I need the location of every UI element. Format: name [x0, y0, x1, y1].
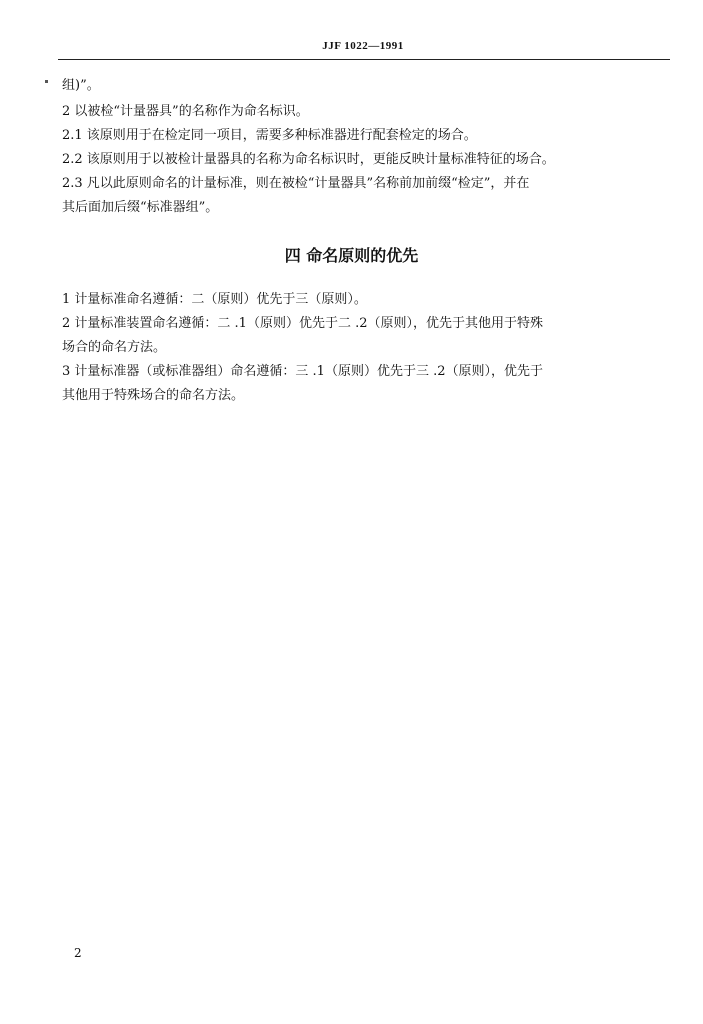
paragraph-line: 2.1 该原则用于在检定同一项目，需要多种标准器进行配套检定的场合。 [62, 128, 477, 143]
paragraph-line: 其他用于特殊场合的命名方法。 [62, 388, 245, 403]
running-header: JJF 1022—1991 [322, 40, 404, 52]
paragraph-line: 其后面加后缀“标准器组”。 [62, 200, 219, 215]
paragraph-line: 2.3 凡以此原则命名的计量标准，则在被检“计量器具”名称前加前缀“检定”，并在 [62, 176, 530, 191]
paragraph-line: 2 计量标准装置命名遵循：二 .1（原则）优先于二 .2（原则），优先于其他用于特殊 [62, 316, 543, 331]
paragraph-line: 2 以被检“计量器具”的名称作为命名标识。 [62, 104, 309, 119]
paragraph-line: 场合的命名方法。 [62, 340, 167, 355]
section-heading: 四 命名原则的优先 [284, 246, 419, 265]
paragraph-line: 2.2 该原则用于以被检计量器具的名称为命名标识时，更能反映计量标准特征的场合。 [62, 152, 555, 167]
paragraph-line: 3 计量标准器（或标准器组）命名遵循：三 .1（原则）优先于三 .2（原则），优先于 [62, 364, 543, 379]
scan-mark [45, 80, 48, 83]
page-number: 2 [74, 946, 82, 960]
paragraph-line: 组)”。 [62, 78, 100, 93]
header-rule [58, 59, 670, 60]
paragraph-line: 1 计量标准命名遵循：二（原则）优先于三（原则）。 [62, 292, 367, 307]
